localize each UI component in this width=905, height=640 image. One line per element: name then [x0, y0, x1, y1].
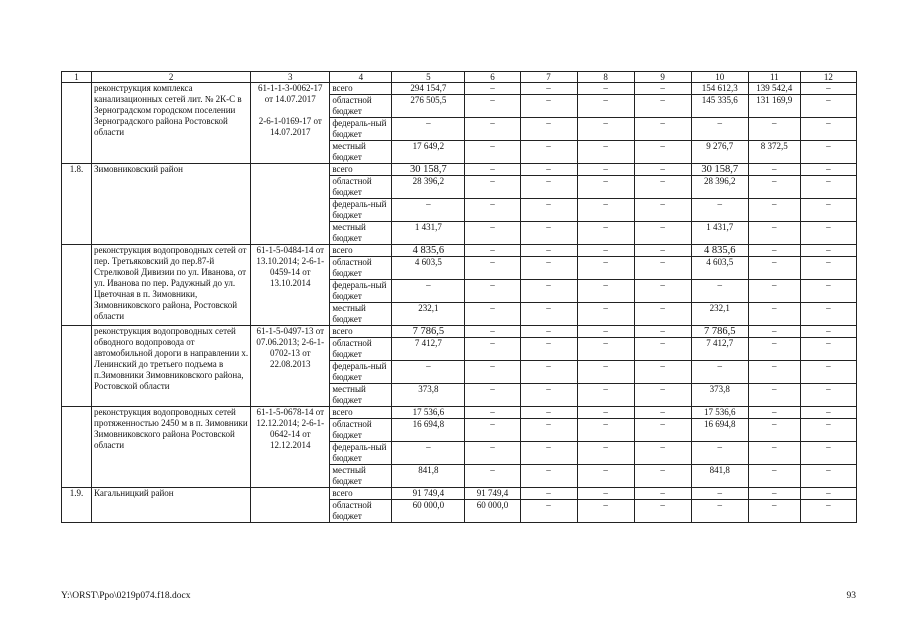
value-cell: 8 372,5	[748, 141, 800, 164]
value-cell: –	[465, 384, 520, 407]
value-cell: –	[520, 442, 577, 465]
header-cell: 5	[392, 72, 465, 83]
funding-source-cell: всего	[330, 164, 392, 176]
budget-table	[61, 71, 857, 523]
value-cell: –	[748, 465, 800, 488]
value-cell: –	[634, 141, 691, 164]
value-cell: 91 749,4	[392, 488, 465, 500]
header-cell: 4	[330, 72, 392, 83]
value-cell: –	[634, 222, 691, 245]
value-cell: –	[577, 465, 634, 488]
value-cell: –	[465, 164, 520, 176]
value-cell: –	[465, 361, 520, 384]
value-cell: –	[577, 199, 634, 222]
value-cell: –	[800, 442, 856, 465]
value-cell: –	[748, 407, 800, 419]
value-cell: –	[577, 83, 634, 95]
funding-source-cell: всего	[330, 407, 392, 419]
funding-source-cell: всего	[330, 245, 392, 257]
value-cell: –	[748, 222, 800, 245]
value-cell: –	[520, 176, 577, 199]
value-cell: 841,8	[392, 465, 465, 488]
value-cell: –	[634, 118, 691, 141]
row-number-cell	[62, 83, 92, 164]
value-cell: –	[577, 95, 634, 118]
value-cell: –	[748, 245, 800, 257]
value-cell: –	[577, 419, 634, 442]
value-cell: –	[465, 419, 520, 442]
value-cell: –	[634, 338, 691, 361]
value-cell: –	[800, 407, 856, 419]
value-cell: –	[465, 280, 520, 303]
value-cell: –	[465, 199, 520, 222]
value-cell: –	[577, 442, 634, 465]
header-cell: 6	[465, 72, 520, 83]
value-cell: –	[520, 118, 577, 141]
value-cell: –	[800, 500, 856, 523]
value-cell: 60 000,0	[392, 500, 465, 523]
funding-source-cell: областной бюджет	[330, 95, 392, 118]
value-cell: –	[748, 442, 800, 465]
value-cell: –	[634, 488, 691, 500]
value-cell: –	[748, 338, 800, 361]
value-cell: 30 158,7	[691, 164, 748, 176]
funding-source-cell: всего	[330, 326, 392, 338]
value-cell: –	[465, 465, 520, 488]
funding-source-cell: федераль-ный бюджет	[330, 361, 392, 384]
header-cell: 7	[520, 72, 577, 83]
value-cell: –	[577, 164, 634, 176]
value-cell: –	[392, 442, 465, 465]
value-cell: –	[465, 118, 520, 141]
value-cell: 7 786,5	[691, 326, 748, 338]
value-cell: –	[800, 384, 856, 407]
value-cell: 4 835,6	[691, 245, 748, 257]
value-cell: –	[577, 407, 634, 419]
value-cell: –	[800, 199, 856, 222]
value-cell: –	[634, 361, 691, 384]
value-cell: –	[634, 384, 691, 407]
table-row	[62, 407, 857, 419]
value-cell: –	[800, 245, 856, 257]
value-cell: 232,1	[392, 303, 465, 326]
table-header-row	[62, 72, 857, 83]
row-number-cell	[62, 326, 92, 407]
value-cell: 17 536,6	[691, 407, 748, 419]
header-cell: 3	[251, 72, 330, 83]
value-cell: –	[577, 303, 634, 326]
funding-source-cell: местный бюджет	[330, 141, 392, 164]
value-cell: –	[520, 83, 577, 95]
value-cell: 91 749,4	[465, 488, 520, 500]
value-cell: –	[800, 326, 856, 338]
value-cell: 373,8	[691, 384, 748, 407]
object-name-cell: реконструкция водопроводных сетей протяженностью 2450 м в п. Зимовники Зимовниковского района Ростовской области	[92, 407, 251, 488]
header-cell: 2	[92, 72, 251, 83]
value-cell: 139 542,4	[748, 83, 800, 95]
value-cell: –	[691, 199, 748, 222]
value-cell: –	[520, 338, 577, 361]
value-cell: –	[748, 384, 800, 407]
value-cell: –	[748, 199, 800, 222]
value-cell: –	[392, 199, 465, 222]
value-cell: –	[520, 95, 577, 118]
value-cell: –	[465, 83, 520, 95]
value-cell: –	[520, 500, 577, 523]
funding-source-cell: местный бюджет	[330, 384, 392, 407]
object-name-cell: реконструкция водопроводных сетей обводного водопровода от автомобильной дороги в направлении х. Ленинский до третьего подъема в п.Зимовники Зимовниковского района, Ростовской области	[92, 326, 251, 407]
funding-source-cell: местный бюджет	[330, 222, 392, 245]
value-cell: –	[465, 407, 520, 419]
value-cell: –	[691, 500, 748, 523]
value-cell: –	[520, 164, 577, 176]
table-row	[62, 83, 857, 95]
value-cell: –	[634, 280, 691, 303]
value-cell: –	[520, 245, 577, 257]
value-cell: –	[520, 384, 577, 407]
header-cell: 12	[800, 72, 856, 83]
value-cell: –	[577, 326, 634, 338]
value-cell: 9 276,7	[691, 141, 748, 164]
value-cell: –	[691, 488, 748, 500]
header-cell: 10	[691, 72, 748, 83]
value-cell: –	[691, 442, 748, 465]
value-cell: –	[634, 442, 691, 465]
value-cell: –	[577, 338, 634, 361]
table-row	[62, 164, 857, 176]
value-cell: 145 335,6	[691, 95, 748, 118]
value-cell: 4 603,5	[392, 257, 465, 280]
value-cell: –	[748, 488, 800, 500]
value-cell: 60 000,0	[465, 500, 520, 523]
object-name-cell: Кагальницкий район	[92, 488, 251, 523]
value-cell: 276 505,5	[392, 95, 465, 118]
document-number-cell: 61-1-5-0678-14 от 12.12.2014; 2-6-1-0642-14 от 12.12.2014	[251, 407, 330, 488]
value-cell: –	[392, 118, 465, 141]
funding-source-cell: областной бюджет	[330, 338, 392, 361]
value-cell: –	[691, 280, 748, 303]
value-cell: –	[634, 199, 691, 222]
value-cell: –	[465, 442, 520, 465]
value-cell: –	[634, 164, 691, 176]
document-number-cell	[251, 164, 330, 245]
value-cell: –	[634, 257, 691, 280]
value-cell: –	[634, 245, 691, 257]
value-cell: –	[577, 222, 634, 245]
value-cell: 30 158,7	[392, 164, 465, 176]
document-number-cell	[251, 488, 330, 523]
value-cell: –	[634, 83, 691, 95]
value-cell: 131 169,9	[748, 95, 800, 118]
value-cell: –	[577, 141, 634, 164]
object-name-cell: реконструкция водопроводных сетей от пер. Третьяковский до пер.87-й Стрелковой Дивизии по ул. Иванова, от ул. Иванова по пер. Радужный до ул. Цветочная в п. Зимовники, Зимовниковского района, Ростовской области	[92, 245, 251, 326]
value-cell: 232,1	[691, 303, 748, 326]
value-cell: 1 431,7	[392, 222, 465, 245]
value-cell: 16 694,8	[392, 419, 465, 442]
funding-source-cell: областной бюджет	[330, 419, 392, 442]
value-cell: –	[748, 303, 800, 326]
value-cell: –	[465, 95, 520, 118]
value-cell: –	[634, 95, 691, 118]
value-cell: –	[634, 326, 691, 338]
value-cell: –	[520, 303, 577, 326]
value-cell: –	[634, 303, 691, 326]
value-cell: 294 154,7	[392, 83, 465, 95]
value-cell: –	[392, 280, 465, 303]
value-cell: –	[465, 326, 520, 338]
document-number-cell: 61-1-5-0484-14 от 13.10.2014; 2-6-1-0459-14 от 13.10.2014	[251, 245, 330, 326]
value-cell: –	[800, 465, 856, 488]
header-cell: 8	[577, 72, 634, 83]
value-cell: –	[748, 164, 800, 176]
value-cell: 7 786,5	[392, 326, 465, 338]
funding-source-cell: всего	[330, 488, 392, 500]
value-cell: –	[577, 118, 634, 141]
value-cell: –	[748, 361, 800, 384]
value-cell: –	[465, 141, 520, 164]
value-cell: 373,8	[392, 384, 465, 407]
value-cell: –	[577, 500, 634, 523]
object-name-cell: реконструкция комплекса канализационных сетей лит. № 2К-С в Зерноградском городском поселении Зерноградского района Ростовской области	[92, 83, 251, 164]
value-cell: –	[465, 338, 520, 361]
value-cell: –	[465, 176, 520, 199]
header-cell: 1	[62, 72, 92, 83]
value-cell: –	[800, 83, 856, 95]
value-cell: –	[800, 338, 856, 361]
funding-source-cell: федераль-ный бюджет	[330, 280, 392, 303]
value-cell: –	[748, 257, 800, 280]
value-cell: –	[465, 257, 520, 280]
table-row	[62, 245, 857, 257]
row-number-cell	[62, 245, 92, 326]
value-cell: –	[520, 419, 577, 442]
document-number-cell: 61-1-5-0497-13 от 07.06.2013; 2-6-1-0702-13 от 22.08.2013	[251, 326, 330, 407]
value-cell: –	[800, 419, 856, 442]
value-cell: 28 396,2	[392, 176, 465, 199]
value-cell: –	[392, 361, 465, 384]
value-cell: –	[520, 361, 577, 384]
value-cell: –	[800, 164, 856, 176]
row-number-cell: 1.8.	[62, 164, 92, 245]
value-cell: –	[634, 176, 691, 199]
page-number: 93	[846, 591, 856, 601]
value-cell: –	[800, 280, 856, 303]
value-cell: –	[520, 257, 577, 280]
footer-file-path: Y:\ORST\Ppo\0219p074.f18.docx	[61, 591, 191, 601]
value-cell: –	[520, 222, 577, 245]
funding-source-cell: областной бюджет	[330, 176, 392, 199]
value-cell: –	[800, 257, 856, 280]
row-number-cell	[62, 407, 92, 488]
value-cell: –	[634, 465, 691, 488]
value-cell: 16 694,8	[691, 419, 748, 442]
value-cell: 17 649,2	[392, 141, 465, 164]
value-cell: 1 431,7	[691, 222, 748, 245]
document-number-cell: 61-1-1-3-0062-17 от 14.07.2017 2-6-1-0169-17 от 14.07.2017	[251, 83, 330, 164]
funding-source-cell: федераль-ный бюджет	[330, 199, 392, 222]
value-cell: –	[465, 245, 520, 257]
header-cell: 11	[748, 72, 800, 83]
value-cell: –	[465, 303, 520, 326]
value-cell: –	[800, 95, 856, 118]
value-cell: –	[691, 361, 748, 384]
value-cell: –	[577, 257, 634, 280]
value-cell: –	[634, 500, 691, 523]
value-cell: –	[800, 361, 856, 384]
value-cell: –	[800, 118, 856, 141]
value-cell: –	[748, 500, 800, 523]
value-cell: 4 835,6	[392, 245, 465, 257]
value-cell: –	[520, 488, 577, 500]
value-cell: –	[577, 488, 634, 500]
value-cell: –	[748, 419, 800, 442]
table-row	[62, 488, 857, 500]
value-cell: –	[800, 176, 856, 199]
funding-source-cell: местный бюджет	[330, 465, 392, 488]
object-name-cell: Зимовниковский район	[92, 164, 251, 245]
value-cell: –	[520, 326, 577, 338]
value-cell: 28 396,2	[691, 176, 748, 199]
value-cell: –	[800, 303, 856, 326]
value-cell: –	[520, 141, 577, 164]
table-row	[62, 326, 857, 338]
funding-source-cell: местный бюджет	[330, 303, 392, 326]
funding-source-cell: федераль-ный бюджет	[330, 118, 392, 141]
value-cell: 841,8	[691, 465, 748, 488]
value-cell: 7 412,7	[691, 338, 748, 361]
value-cell: –	[577, 280, 634, 303]
value-cell: –	[634, 407, 691, 419]
funding-source-cell: всего	[330, 83, 392, 95]
value-cell: –	[691, 118, 748, 141]
value-cell: –	[634, 419, 691, 442]
value-cell: –	[520, 199, 577, 222]
header-cell: 9	[634, 72, 691, 83]
value-cell: –	[748, 118, 800, 141]
value-cell: –	[577, 384, 634, 407]
funding-source-cell: областной бюджет	[330, 500, 392, 523]
funding-source-cell: федераль-ный бюджет	[330, 442, 392, 465]
value-cell: 4 603,5	[691, 257, 748, 280]
row-number-cell: 1.9.	[62, 488, 92, 523]
value-cell: –	[748, 176, 800, 199]
value-cell: –	[520, 407, 577, 419]
value-cell: 7 412,7	[392, 338, 465, 361]
value-cell: –	[520, 280, 577, 303]
value-cell: –	[748, 326, 800, 338]
value-cell: –	[800, 141, 856, 164]
funding-source-cell: областной бюджет	[330, 257, 392, 280]
value-cell: –	[577, 176, 634, 199]
value-cell: –	[577, 361, 634, 384]
value-cell: –	[800, 222, 856, 245]
value-cell: 17 536,6	[392, 407, 465, 419]
value-cell: –	[520, 465, 577, 488]
value-cell: 154 612,3	[691, 83, 748, 95]
value-cell: –	[748, 280, 800, 303]
value-cell: –	[465, 222, 520, 245]
value-cell: –	[800, 488, 856, 500]
value-cell: –	[577, 245, 634, 257]
